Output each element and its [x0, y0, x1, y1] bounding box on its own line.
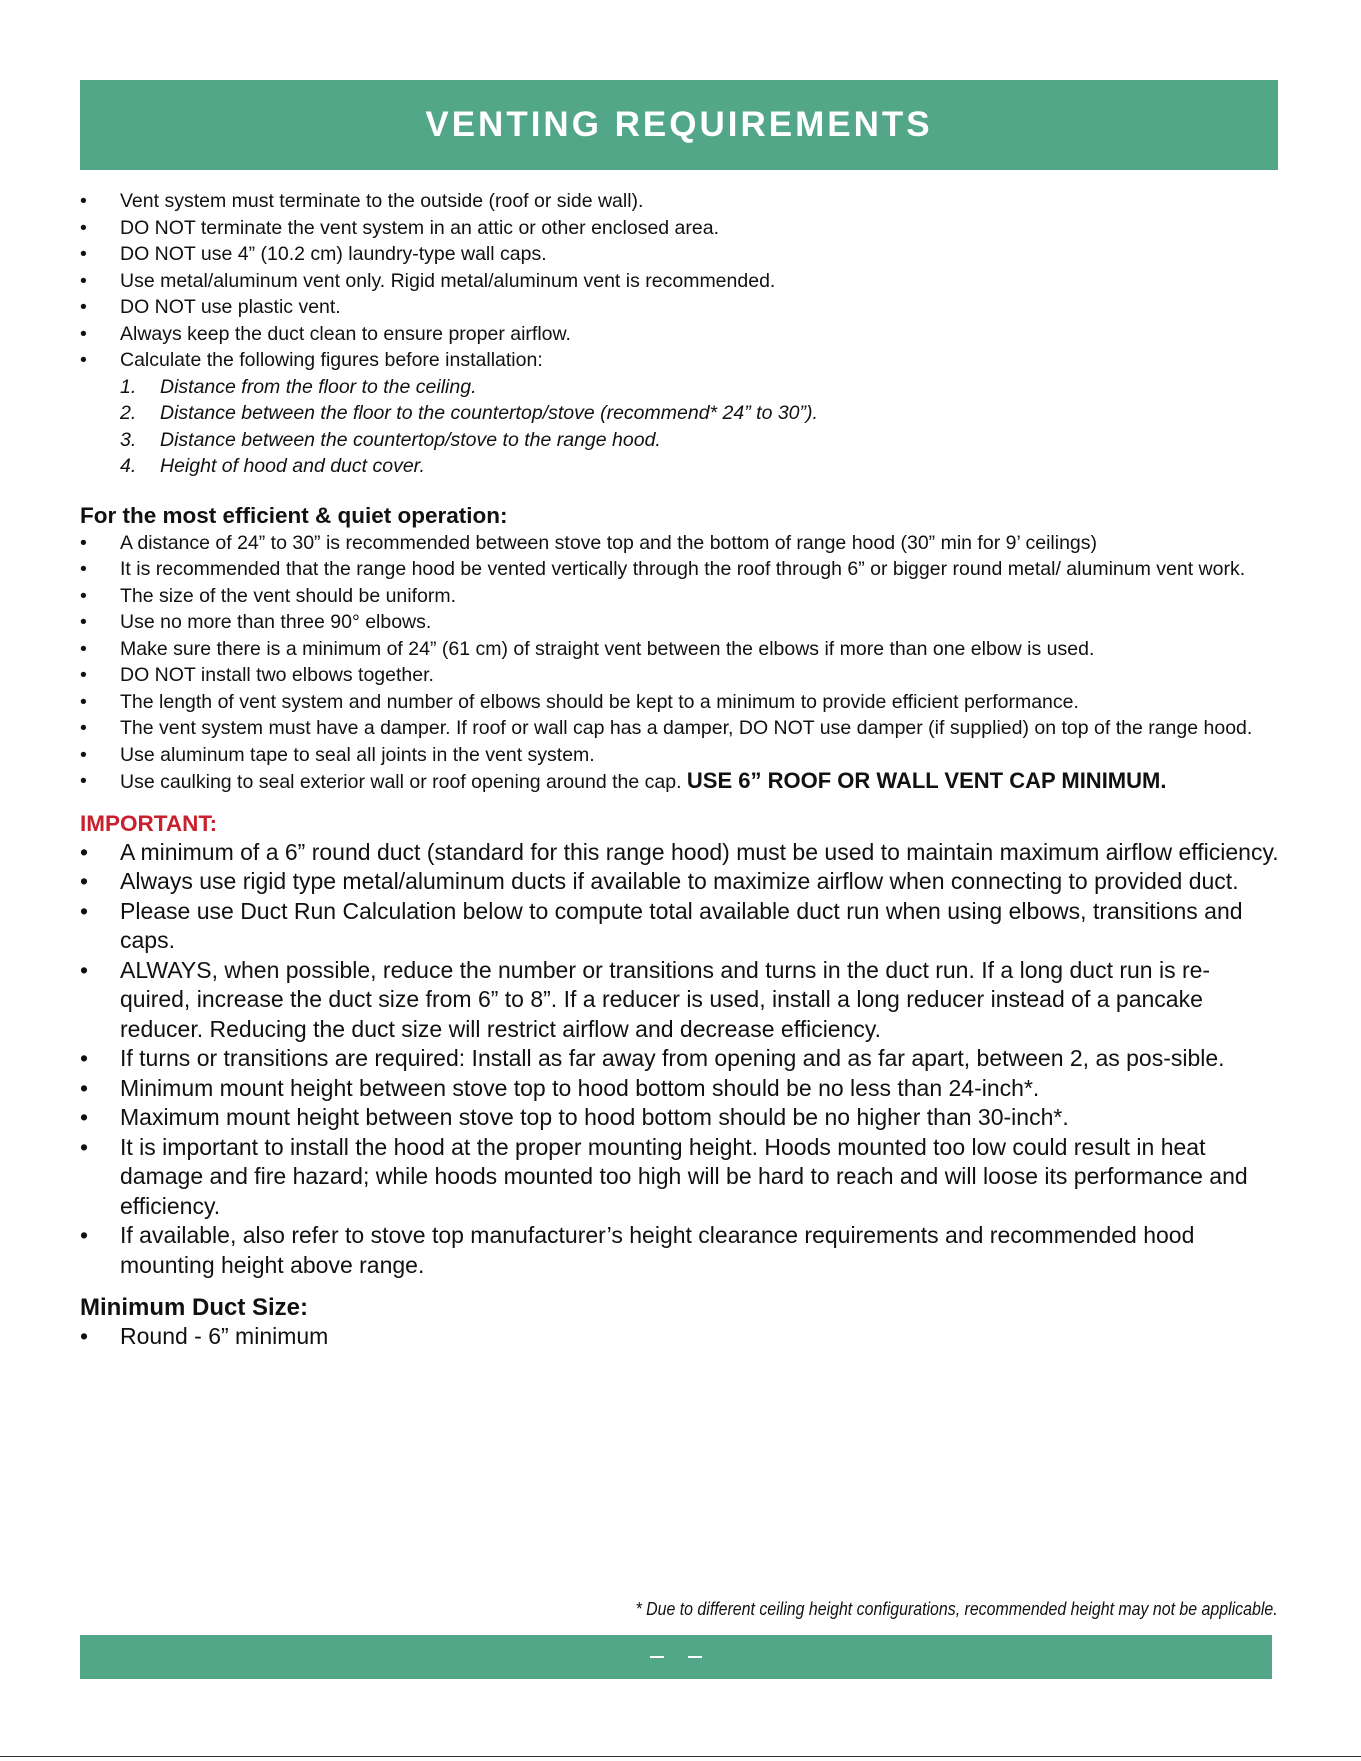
bullet-icon: • — [80, 216, 87, 239]
header-band — [80, 80, 1278, 170]
list-item: • Please use Duct Run Calculation below to compute total available duct run when using elbows, transitions and caps. — [80, 897, 1243, 953]
list-item: • ALWAYS, when possible, reduce the number or transitions and turns in the duct run. If a long duct run is re-quired, increase the duct size from 6” to 8”. If a reducer is used, install a long reducer instead of a pancake reducer. Reducing the duct size will restrict airflow and decrease efficiency. — [80, 956, 1211, 1042]
list-item: • Calculate the following figures before installation: — [80, 347, 1280, 374]
list-item: • The length of vent system and number of elbows should be kept to a minimum to provide efficient performance. — [80, 689, 1280, 716]
bullet-icon: • — [80, 838, 89, 865]
list-item: • A distance of 24” to 30” is recommended between stove top and the bottom of range hood (30” min for 9’ ceilings) — [80, 530, 1280, 557]
page-edge-rule — [0, 1756, 1361, 1757]
list-item: • A minimum of a 6” round duct (standard for this range hood) must be used to maintain maximum airflow efficiency. — [80, 838, 1280, 868]
min-duct-list — [80, 1322, 1280, 1352]
list-item: • Use metal/aluminum vent only. Rigid metal/aluminum vent is recommended. — [80, 268, 1280, 295]
step-number: 2. — [120, 402, 137, 424]
list-item: • It is important to install the hood at the proper mounting height. Hoods mounted too low could result in heat damage and fire hazard; while hoods mounted too high will be hard to reach and will loose its performance and efficiency. — [80, 1133, 1248, 1219]
bullet-icon: • — [80, 1133, 89, 1160]
bullet-icon: • — [80, 956, 89, 983]
footnote: * Due to different ceiling height configurations, recommended height may not be applicable. — [635, 1598, 1278, 1619]
bullet-icon: • — [80, 717, 87, 739]
list-item: • The size of the vent should be uniform. — [80, 583, 1280, 610]
bullet-icon: • — [80, 322, 87, 345]
list-item: • DO NOT use 4” (10.2 cm) laundry-type wall caps. — [80, 241, 1280, 268]
list-item: • Minimum mount height between stove top to hood bottom should be no less than 24-inch*. — [80, 1074, 1280, 1104]
step-number: 4. — [120, 455, 137, 477]
list-item: • The vent system must have a damper. If roof or wall cap has a damper, DO NOT use damper (if supplied) on top of the range hood. — [80, 715, 1280, 742]
bullet-icon: • — [80, 1323, 89, 1349]
list-item: • DO NOT terminate the vent system in an attic or other enclosed area. — [80, 215, 1280, 242]
calculation-steps — [80, 374, 1280, 480]
list-item: • Use no more than three 90° elbows. — [80, 609, 1280, 636]
step-item: 2. Distance between the floor to the countertop/stove (recommend* 24” to 30”). — [80, 400, 1280, 427]
bullet-icon: • — [80, 664, 87, 686]
bullet-icon: • — [80, 190, 87, 212]
footer-band — [80, 1635, 1272, 1679]
bullet-icon: • — [80, 637, 87, 660]
bullet-icon: • — [80, 1104, 89, 1130]
bullet-icon: • — [80, 897, 89, 924]
list-item: • Vent system must terminate to the outside (roof or side wall). — [80, 188, 1280, 215]
bullet-icon: • — [80, 868, 89, 894]
page-number-mark — [650, 1656, 664, 1658]
list-item: • Maximum mount height between stove top to hood bottom should be no higher than 30-inch*. — [80, 1103, 1280, 1133]
list-item: • Always use rigid type metal/aluminum ducts if available to maximize airflow when connecting to provided duct. — [80, 867, 1280, 897]
bullet-icon: • — [80, 770, 87, 792]
bullet-icon: • — [80, 1045, 89, 1071]
list-item: • Use aluminum tape to seal all joints in the vent system. — [80, 742, 1280, 769]
efficient-heading: For the most efficient & quiet operation: — [80, 502, 508, 528]
bullet-icon: • — [80, 558, 87, 580]
efficient-list — [80, 530, 1280, 796]
bullet-icon: • — [80, 611, 87, 633]
list-item: • If turns or transitions are required: Install as far away from opening and as far apart, between 2, as pos-sible. — [80, 1044, 1280, 1074]
bullet-icon: • — [80, 1222, 89, 1248]
general-list — [80, 188, 1280, 374]
list-item: • If available, also refer to stove top manufacturer’s height clearance requirements and recommended hood mounting height above range. — [80, 1222, 1195, 1278]
step-item: 1. Distance from the floor to the ceiling. — [80, 374, 1280, 401]
bullet-icon: • — [80, 743, 87, 766]
step-number: 3. — [120, 428, 137, 451]
step-item: 3. Distance between the countertop/stove to the range hood. — [80, 427, 1280, 454]
list-item: • Use caulking to seal exterior wall or roof opening around the cap. USE 6” ROOF OR WALL VENT CAP MINIMUM. — [80, 768, 1167, 793]
step-item: 4. Height of hood and duct cover. — [80, 453, 1280, 480]
important-heading: IMPORTANT: — [80, 810, 218, 836]
list-item: • DO NOT install two elbows together. — [80, 662, 1280, 689]
list-item: • Always keep the duct clean to ensure proper airflow. — [80, 321, 1280, 348]
min-duct-heading: Minimum Duct Size: — [80, 1294, 309, 1321]
bullet-icon: • — [80, 584, 87, 607]
bullet-icon: • — [80, 690, 87, 713]
list-item: • It is recommended that the range hood be vented vertically through the roof through 6” or bigger round metal/ aluminum vent work. — [80, 556, 1280, 583]
list-item: • DO NOT use plastic vent. — [80, 294, 1280, 321]
vent-cap-callout: USE 6” ROOF OR WALL VENT CAP MINIMUM. — [686, 768, 1167, 793]
bullet-icon: • — [80, 296, 87, 318]
bullet-icon: • — [80, 531, 87, 554]
bullet-icon: • — [80, 269, 87, 292]
list-item: • Make sure there is a minimum of 24” (61 cm) of straight vent between the elbows if more than one elbow is used. — [80, 636, 1280, 663]
bullet-icon: • — [80, 1074, 89, 1101]
important-list — [80, 838, 1280, 1281]
list-item: • Round - 6” minimum — [80, 1322, 1280, 1352]
bullet-icon: • — [80, 349, 87, 371]
bullet-icon: • — [80, 243, 87, 265]
page-number-mark — [688, 1656, 702, 1658]
step-number: 1. — [120, 375, 137, 398]
content — [80, 188, 1280, 1352]
page-title: VENTING REQUIREMENTS — [425, 105, 933, 144]
